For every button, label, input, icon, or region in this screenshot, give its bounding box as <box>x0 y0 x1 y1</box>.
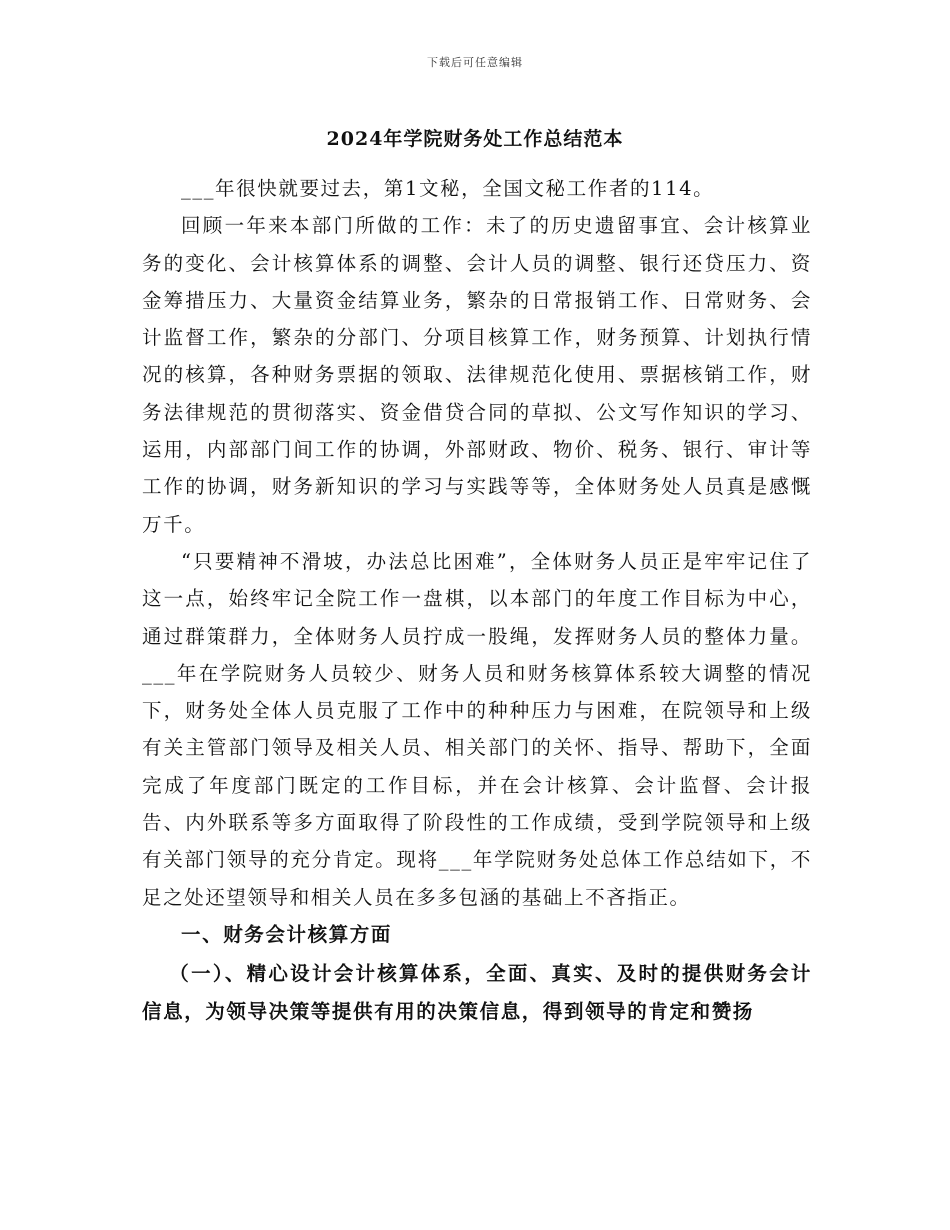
document-title: 2024年学院财务处工作总结范本 <box>326 128 624 150</box>
header-note: 下载后可任意编辑 <box>427 56 523 69</box>
sub-section-heading: （一）、精心设计会计核算体系，全面、真实、及时的提供财务会计信息，为领导决策等提供有用的决策信息，得到领导的肯定和赞扬 <box>142 962 812 1023</box>
paragraph-intro: ___年很快就要过去，第1文秘，全国文秘工作者的114。 <box>181 177 715 200</box>
paragraph-review: 回顾一年来本部门所做的工作：未了的历史遗留事宜、会计核算业务的变化、会计核算体系的调整、会计人员的调整、银行还贷压力、资金筹措压力、大量资金结算业务，繁杂的日常报销工作、日常财务、会计监督工作，繁杂的分部门、分项目核算工作，财务预算、计划执行情况的核算，各种财务票据的领取、法律规范化使用、票据核销工作，财务法律规范的贯彻落实、资金借贷合同的草拟、公文写作知识的学习、运用，内部部门间工作的协调，外部财政、物价、税务、银行、审计等工作的协调，财务新知识的学习与实践等等，全体财务处人员真是感慨万千。 <box>142 214 812 536</box>
section-heading: 一、财务会计核算方面 <box>181 922 393 946</box>
paragraph-spirit: “只要精神不滑坡，办法总比困难”，全体财务人员正是牢牢记住了这一点，始终牢记全院工作一盘棋，以本部门的年度工作目标为中心，通过群策群力，全体财务人员拧成一股绳，发挥财务人员的整体力量。___年在学院财务人员较少、财务人员和财务核算体系较大调整的情况下，财务处全体人员克服了工作中的种种压力与困难，在院领导和上级有关主管部门领导及相关人员、相关部门的关怀、指导、帮助下，全面完成了年度部门既定的工作目标，并在会计核算、会计监督、会计报告、内外联系等多方面取得了阶段性的工作成绩，受到学院领导和上级有关部门领导的充分肯定。现将___年学院财务处总体工作总结如下，不足之处还望领导和相关人员在多多包涵的基础上不吝指正。 <box>142 549 812 909</box>
document-body <box>142 170 812 1030</box>
